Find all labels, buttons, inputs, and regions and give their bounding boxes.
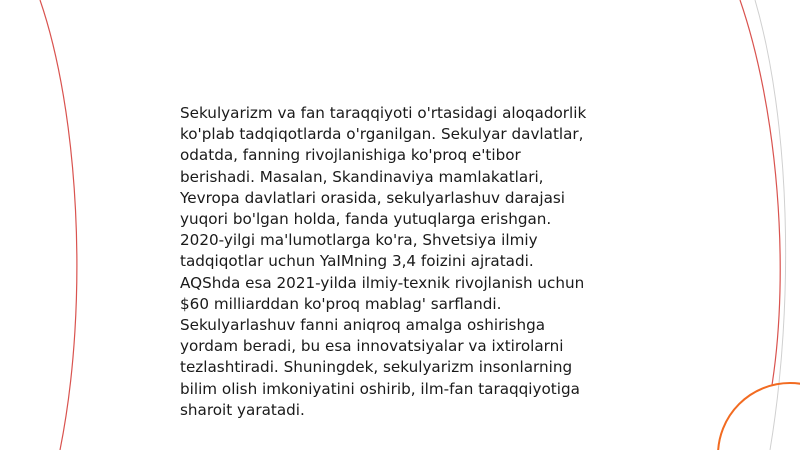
body-paragraph: Sekulyarizm va fan taraqqiyoti o'rtasidagi aloqadorlik ko'plab tadqiqotlarda o'rganilgan. Sekulyar davlatlar, odatda, fanning rivojlanishiga ko'proq e'tibor berishadi. Masalan, Skandinaviya mamlakatlari, Yevropa davlatlari orasida, sekulyarlashuv darajasi yuqori bo'lgan holda, fanda yutuqlarga erishgan. 2020-yilgi ma'lumotlarga ko'ra, Shvetsiya ilmiy tadqiqotlar uchun YaIMning 3,4 foizini ajratadi. AQShda esa 2021-yilda ilmiy-texnik rivojlanish uchun $60 milliarddan ko'proq mablag' sarflandi. Sekulyarlashuv fanni aniqroq amalga oshirishga yordam beradi, bu esa innovatsiyalar va ixtirolarni tezlashtiradi. Shuningdek, sekulyarizm insonlarning bilim olish imkoniyatini oshirib, ilm-fan taraqqiyotiga sharoit yaratadi. [180, 104, 587, 419]
right-red-arc [740, 0, 780, 385]
bottom-right-orange-circle [718, 383, 800, 450]
left-red-arc [40, 0, 77, 450]
right-gray-arc [755, 0, 786, 450]
